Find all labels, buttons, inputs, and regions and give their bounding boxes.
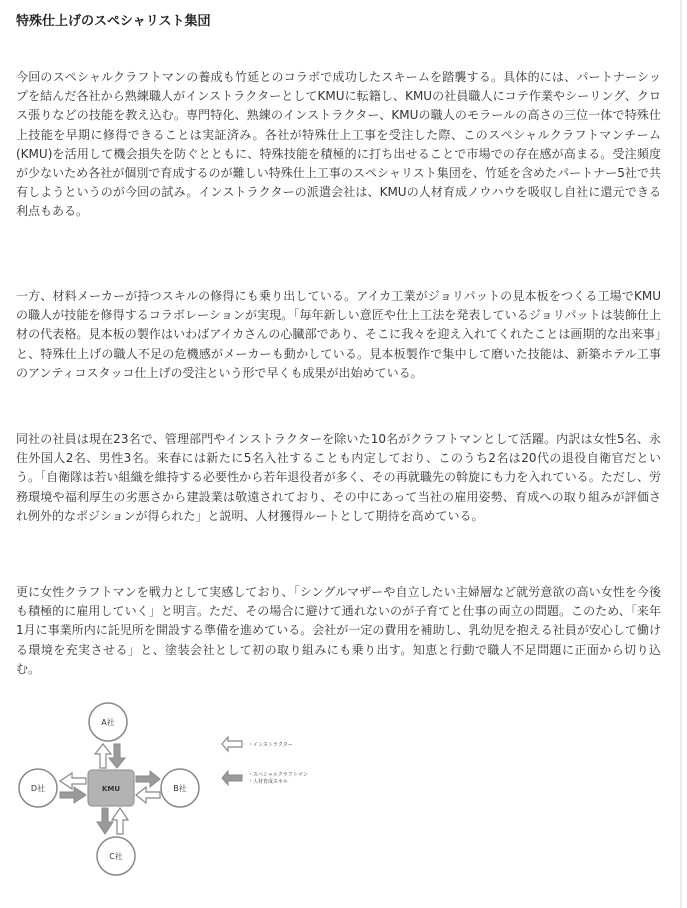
page-edge-divider — [680, 0, 682, 908]
legend-skill-label: ・人材育成スキル — [248, 779, 288, 785]
arrow-d-to-hub — [60, 787, 86, 803]
paragraph-4: 更に女性クラフトマンを戦力として実感しており、「シングルマザーや自立したい主婦層など就労意欲の高い女性を今後も積極的に雇用していく」と明言。ただ、その場合に避けて通れないのが子育てと仕事の両立の問題。このため、「来年1月に事業所内に託児所を開設する準備を進めている。会社が一定の費用を補助し、乳幼児を抱える社員が安心して働ける環境を充実させる」と、塗装会社として初の取り組みにも乗り出す。知恵と行動で職人不足問題に正面から切り込む。 — [16, 585, 661, 676]
legend-craftsman-label: ・スペシャルクラフトマン — [248, 772, 308, 778]
hub-label: KMU — [101, 785, 121, 793]
paragraph-3: 同社の社員は現在23名で、管理部門やインストラクターを除いた10名がクラフトマンとして活躍。内訳は女性5名、永住外国人2名、男性3名。来春には新たに5名入社することも内定しており、このうち2名は20代の退役自衛官だという。「自衛隊は若い組織を維持する必要性から若年退役者が多く、その再就職先の斡旋にも力を入れている。ただし、労務環境や福利厚生の劣悪さから建設業は敬遠されており、その中にあって当社の雇用姿勢、育成への取り組みが評価され例外的なポジションが得られた」と説明、人材獲得ルートとして期待を高めている。 — [16, 432, 661, 523]
arrow-hub-to-b — [136, 771, 160, 787]
arrow-a-to-hub — [109, 744, 125, 768]
node-d-label: D社 — [30, 784, 46, 793]
node-b-label: B社 — [173, 784, 187, 793]
legend-outline-arrow-icon — [222, 737, 242, 751]
article-title: 特殊仕上げのスペシャリスト集団 — [16, 14, 211, 29]
arrow-b-to-hub — [136, 787, 160, 803]
legend-instructor-label: ・インストラクター — [248, 742, 293, 748]
arrow-c-to-hub — [112, 808, 128, 834]
legend-filled-arrow-icon — [222, 771, 242, 785]
paragraph-1: 今回のスペシャルクラフトマンの養成も竹延とのコラボで成功したスキームを踏襲する。具体的には、パートナーシップを結んだ各社から熟練職人がインストラクターとしてKMUに転籍し、KMUの社員職人にコテ作業やシーリング、クロス張りなどの技能を教え込む。専門特化、熟練のインストラクター、KMUの職人のモラールの高さの三位一体で特殊仕上技能を早期に修得できることは実証済み。各社が特殊仕上工事を受注した際、このスペシャルクラフトマンチーム(KMU)を活用して機会損失を防ぐとともに、特殊技能を積極的に打ち出せることで市場での存在感が高まる。受注頻度が少ないため各社が個別で育成するのが難しい特殊仕上工事のスペシャリスト集団を、竹延を含めたパートナー5社で共有しようというのが今回の試み。インストラクターの派遣会社は、KMUの人材育成ノウハウを吸収し自社に還元できる利点もある。 — [16, 70, 661, 219]
arrow-hub-to-d — [60, 773, 86, 789]
paragraph-2: 一方、材料メーカーが持つスキルの修得にも乗り出している。アイカ工業がジョリパットの見本板をつくる工場でKMUの職人が技能を修得するコラボレーションが実現。「毎年新しい意匠や仕上工法を発表しているジョリパットは装飾仕上材の代表格。見本板の製作はいわばアイカさんの心臓部であり、そこに我々を迎え入れてくれたことは画期的な出来事」と、特殊仕上げの職人不足の危機感がメーカーも動かしている。見本板製作で集中して磨いた技能は、新築ホテル工事のアンティコスタッコ仕上げの受注という形で早くも成果が出始めている。 — [16, 289, 661, 380]
node-c-label: C社 — [109, 852, 123, 861]
arrow-hub-to-c — [97, 808, 113, 834]
node-a-label: A社 — [101, 718, 115, 727]
arrow-hub-to-a — [95, 744, 111, 768]
diagram-legend — [220, 736, 340, 796]
